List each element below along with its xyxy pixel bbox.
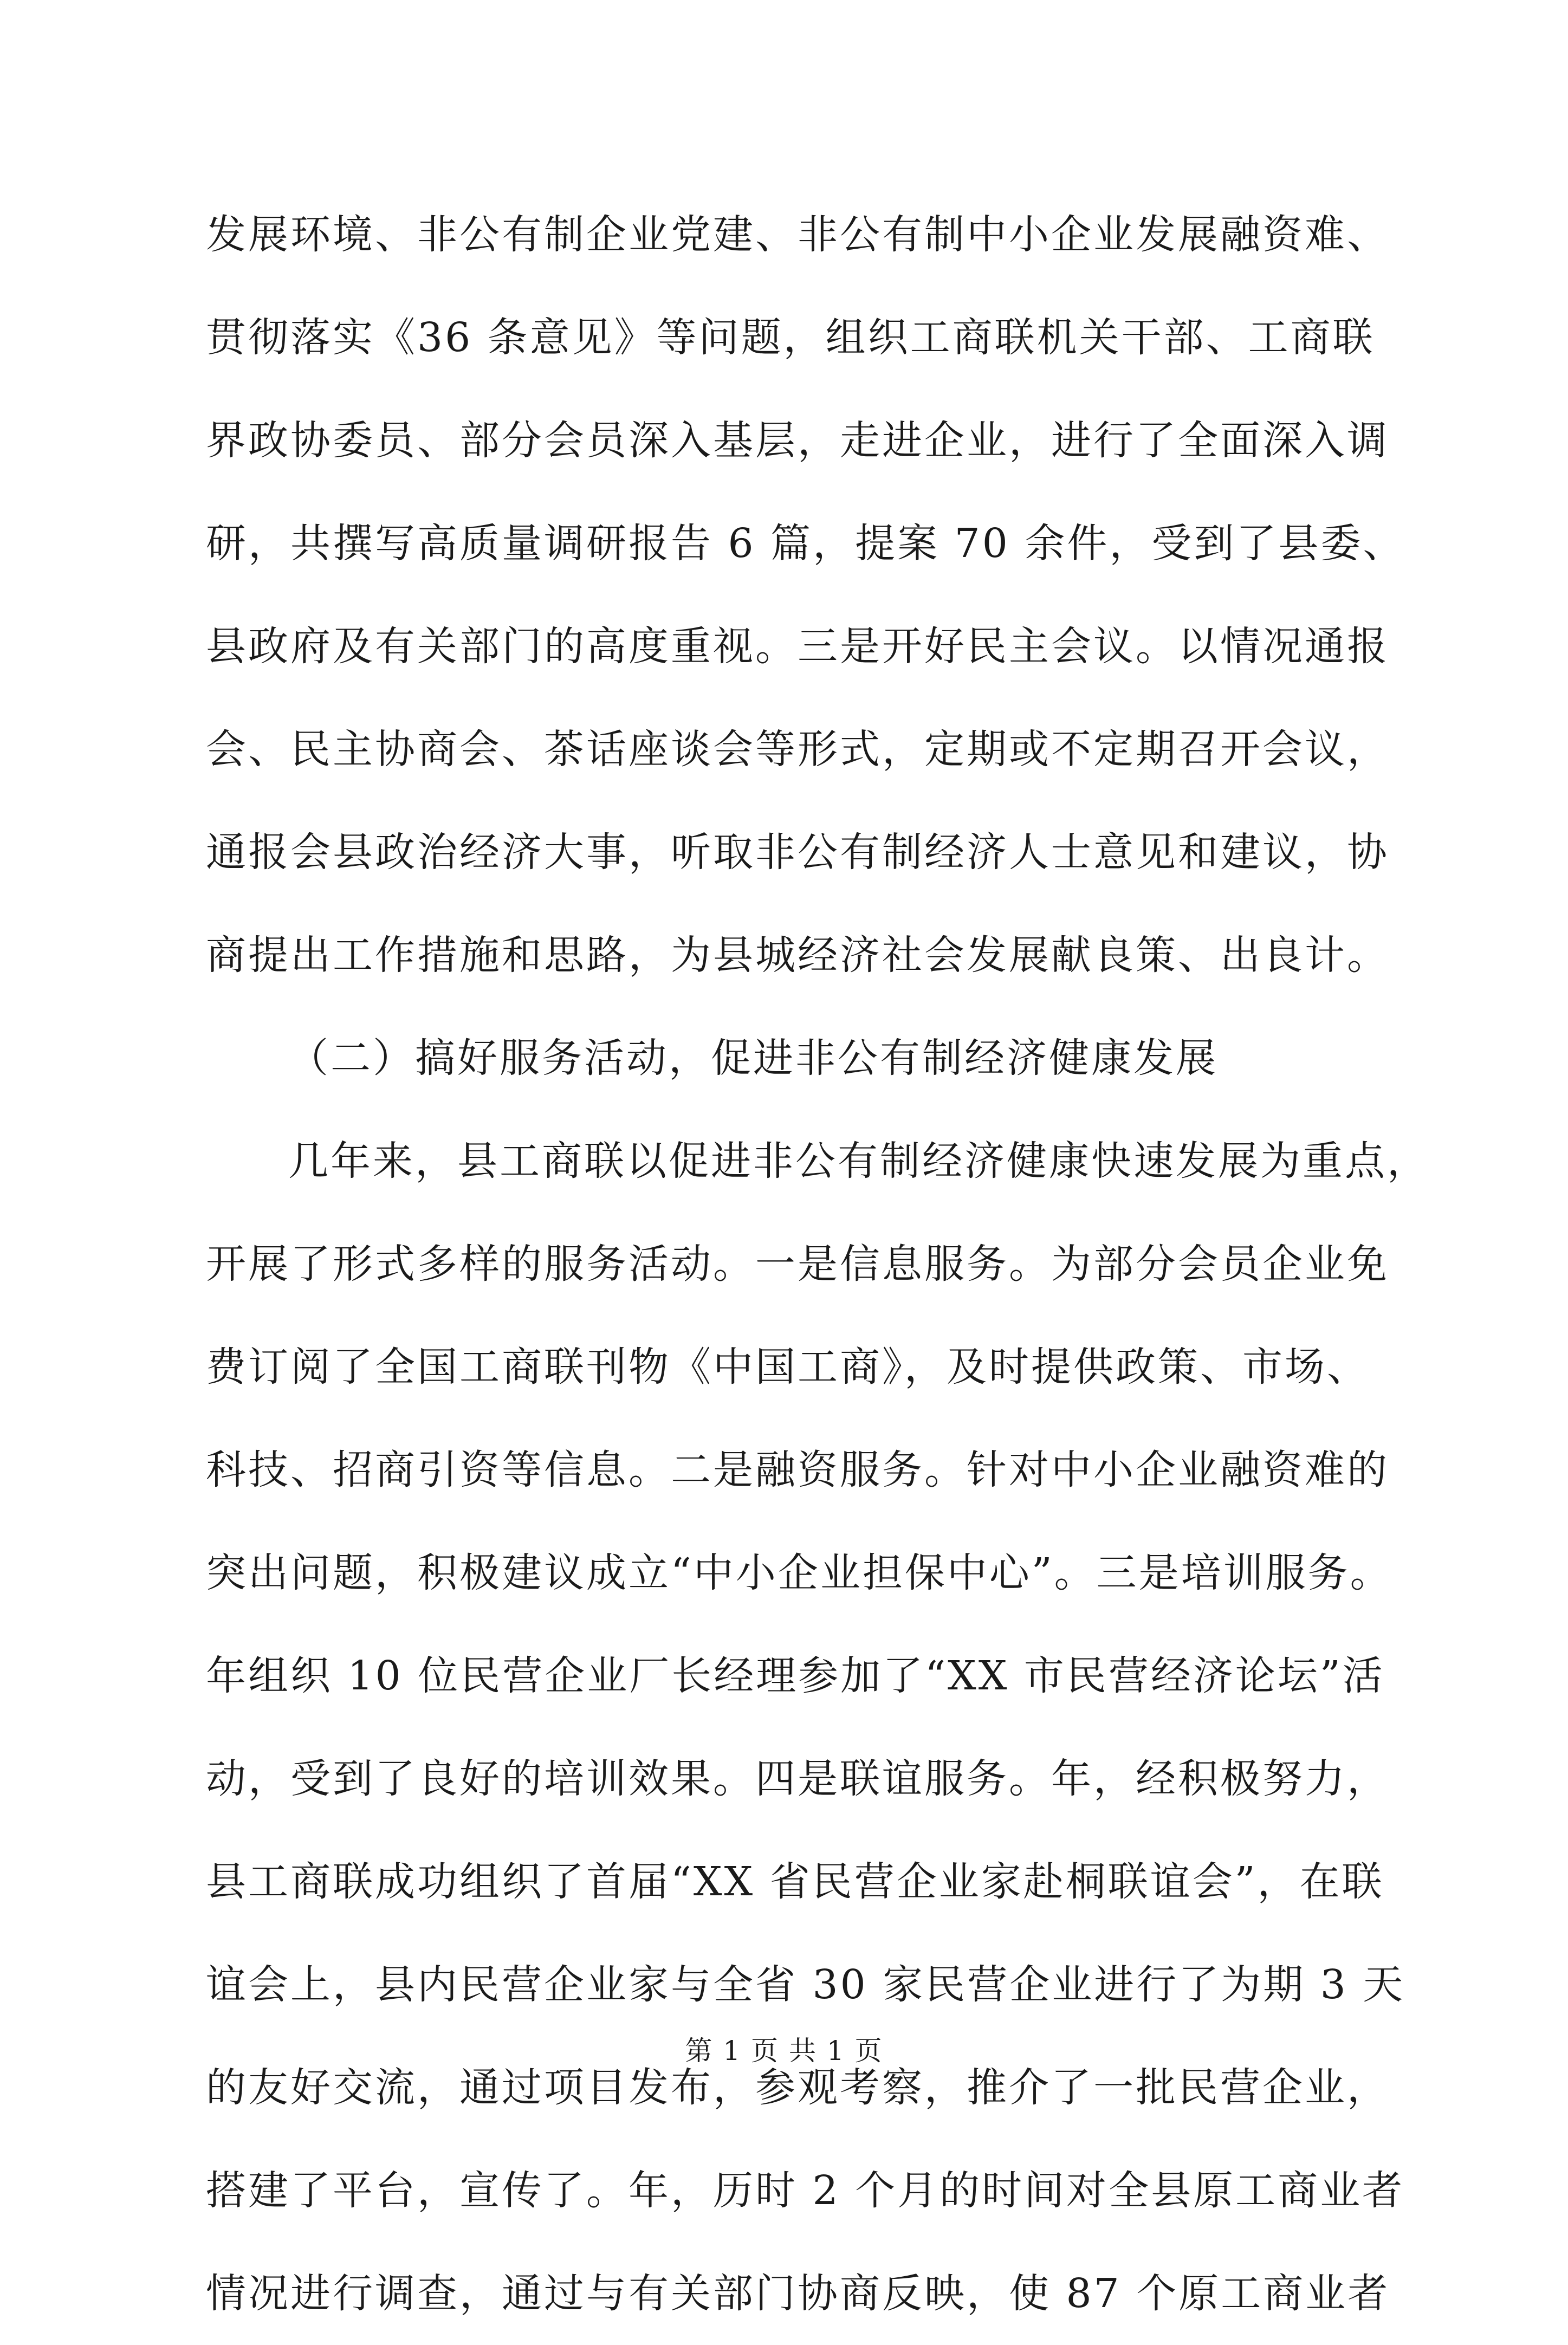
text-line: 搭建了平台，宣传了。年，历时 2 个月的时间对全县原工商业者 (206, 2167, 1405, 2214)
text-line: 界政协委员、部分会员深入基层，走进企业，进行了全面深入调 (206, 417, 1389, 464)
text-line: 谊会上，县内民营企业家与全省 30 家民营企业进行了为期 3 天 (206, 1961, 1405, 2008)
paragraph-first-line: 几年来，县工商联以促进非公有制经济健康快速发展为重点， (288, 1138, 1429, 1184)
page-footer: 第 1 页 共 1 页 (685, 2035, 883, 2067)
text-line: 突出问题，积极建议成立“中小企业担保中心”。三是培训服务。 (206, 1550, 1392, 1596)
section-heading: （二）搞好服务活动，促进非公有制经济健康发展 (288, 1035, 1218, 1081)
text-line: 县工商联成功组织了首届“XX 省民营企业家赴桐联谊会”，在联 (206, 1858, 1384, 1905)
text-line: 的友好交流，通过项目发布，参观考察，推介了一批民营企业， (206, 2064, 1389, 2111)
text-line: 会、民主协商会、茶话座谈会等形式，定期或不定期召开会议， (206, 726, 1389, 773)
text-line: 通报会县政治经济大事，听取非公有制经济人士意见和建议，协 (206, 829, 1389, 876)
text-line: 年组织 10 位民营企业厂长经理参加了“XX 市民营经济论坛”活 (206, 1653, 1385, 1699)
text-line: 情况进行调查，通过与有关部门协商反映，使 87 个原工商业者 (206, 2270, 1390, 2317)
text-line: 发展环境、非公有制企业党建、非公有制中小企业发展融资难、 (206, 211, 1389, 258)
text-line: 科技、招商引资等信息。二是融资服务。针对中小企业融资难的 (206, 1447, 1389, 1493)
text-line: 费订阅了全国工商联刊物《中国工商》，及时提供政策、市场、 (206, 1344, 1369, 1390)
text-line: 县政府及有关部门的高度重视。三是开好民主会议。以情况通报 (206, 623, 1389, 670)
text-line: 贯彻落实《36 条意见》等问题，组织工商联机关干部、工商联 (206, 314, 1375, 361)
text-line: 动，受到了良好的培训效果。四是联谊服务。年，经积极努力， (206, 1755, 1389, 1802)
text-line: 商提出工作措施和思路，为县城经济社会发展献良策、出良计。 (206, 932, 1389, 979)
text-line: 开展了形式多样的服务活动。一是信息服务。为部分会员企业免 (206, 1241, 1389, 1287)
document-body (206, 183, 1429, 2345)
text-line: 研，共撰写高质量调研报告 6 篇，提案 70 余件，受到了县委、 (206, 520, 1405, 567)
